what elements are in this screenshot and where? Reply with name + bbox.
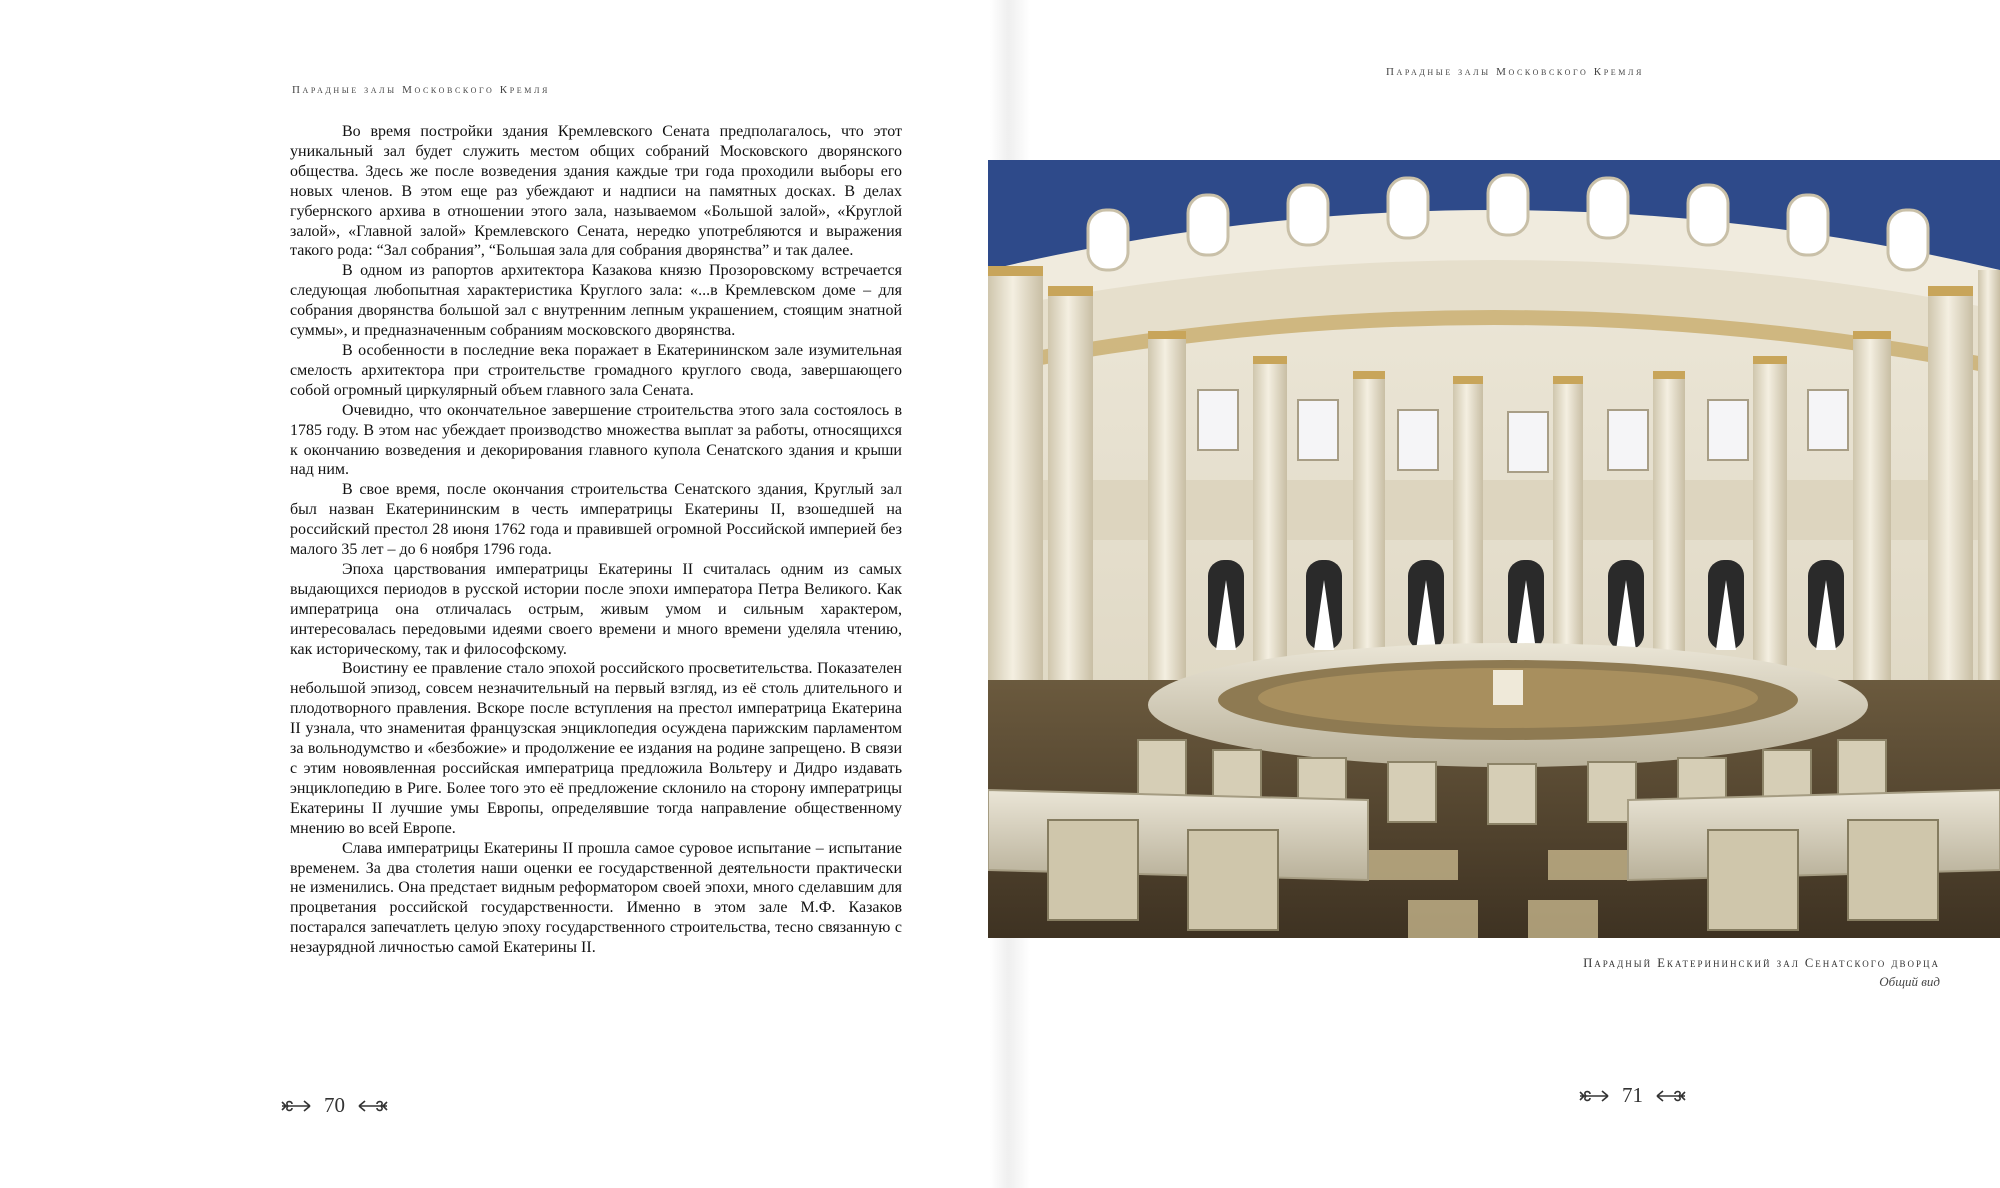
page-number-right [1578,1083,1687,1108]
page-number-left [280,1093,389,1118]
paragraph: В одном из рапортов архитектора Казакова князю Прозоровскому встречается следующая любопытная характеристика Круглого зала: «...в Кремлевском доме – для собрания дворянства большой зал с внутренним лепным украшением, стоящим знатной суммы», и предназначенным собраниям московского дворянства. [290,262,902,340]
paragraph: Слава императрицы Екатерины II прошла самое суровое испытание – испытание временем. За два столетия наши оценки ее государственной деятельности практически не изменились. Она предстает видным реформатором своей эпохи, много сделавшим для процветания российской государственности. Именно в этом зале М.Ф. Казаков постарался запечатлеть целую эпоху государственного строительства, тесно связанную с незаурядной личностью самой Екатерины II. [290,839,902,957]
photo-caption-title: Парадный Екатерининский зал Сенатского дворца [1583,956,1940,970]
paragraph: Эпоха царствования императрицы Екатерины II считалась одним из самых выдающихся периодов в русской истории после эпохи императора Петра Великого. Как императрица она отличалась острым, живым умом и сильным характером, интересовалась передовыми идеями своего времени и много времени уделяла чтению, как историческому, так и философскому. [290,560,902,658]
left-ornament-icon [280,1098,314,1114]
rotunda-hall-photo [988,160,2000,938]
left-ornament-icon [1578,1088,1612,1104]
paragraph: Воистину ее правление стало эпохой российского просветительства. Показателен небольшой эпизод, совсем незначительный на первый взгляд, из её столь длительного и плодотворного правления. Вскоре после вступления на престол императрица Екатерина II узнала, что знаменитая французская энциклопедия осуждена парижским парламентом за вольнодумство и «безбожие» и продолжение ее издания на родине запрещено. В связи с этим новоявленная российская императрица предложила Вольтеру и Дидро издавать энциклопедию в Риге. Более того это её предложение склонило на сторону императрицы Екатерины II лучшие умы Европы, определявшие тогда направление общественному мнению во всей Европе. [290,660,902,837]
right-ornament-icon [1653,1088,1687,1104]
paragraph: В особенности в последние века поражает в Екатерининском зале изумительная смелость архитектора при строительстве громадного круглого свода, завершающего собой огромный циркулярный объем главного зала Сената. [290,341,902,399]
photo-illustration [988,160,2000,938]
paragraph: Во время постройки здания Кремлевского Сената предполагалось, что этот уникальный зал будет служить местом общих собраний Московского дворянского общества. Здесь же после возведения здания каждые три года проходили выборы его новых членов. В этом еще раз убеждают и надписи на памятных досках. В делах губернского архива в отношении этого зала, называемом «Большой залой», «Круглой залой», «Главной залой» Кремлевского Сената, нередко употребляются и выражения такого рода: “Зал собрания”, “Большая зала для собрания дворянства” и так далее. [290,123,902,260]
paragraph: В свое время, после окончания строительства Сенатского здания, Круглый зал был назван Екатерининским в честь императрицы Екатерины II, взошедшей на российский престол 28 июня 1762 года и правившей огромной Российской империей без малого 35 лет – до 6 ноября 1796 года. [290,481,902,559]
body-text [290,122,902,958]
paragraph: Очевидно, что окончательное завершение строительства этого зала состоялось в 1785 году. В этом нас убеждает производство множества выплат за работы, относящихся к окончанию возведения и декорирования главного купола Сенатского здания и крыши над ним. [290,401,902,479]
page-number-text: 70 [324,1093,345,1117]
page-number-text: 71 [1622,1083,1643,1107]
running-header-left: Парадные залы Московского Кремля [292,84,550,96]
right-ornament-icon [355,1098,389,1114]
photo-caption-subtitle: Общий вид [1879,974,1940,989]
running-header-right: Парадные залы Московского Кремля [1386,66,1644,78]
